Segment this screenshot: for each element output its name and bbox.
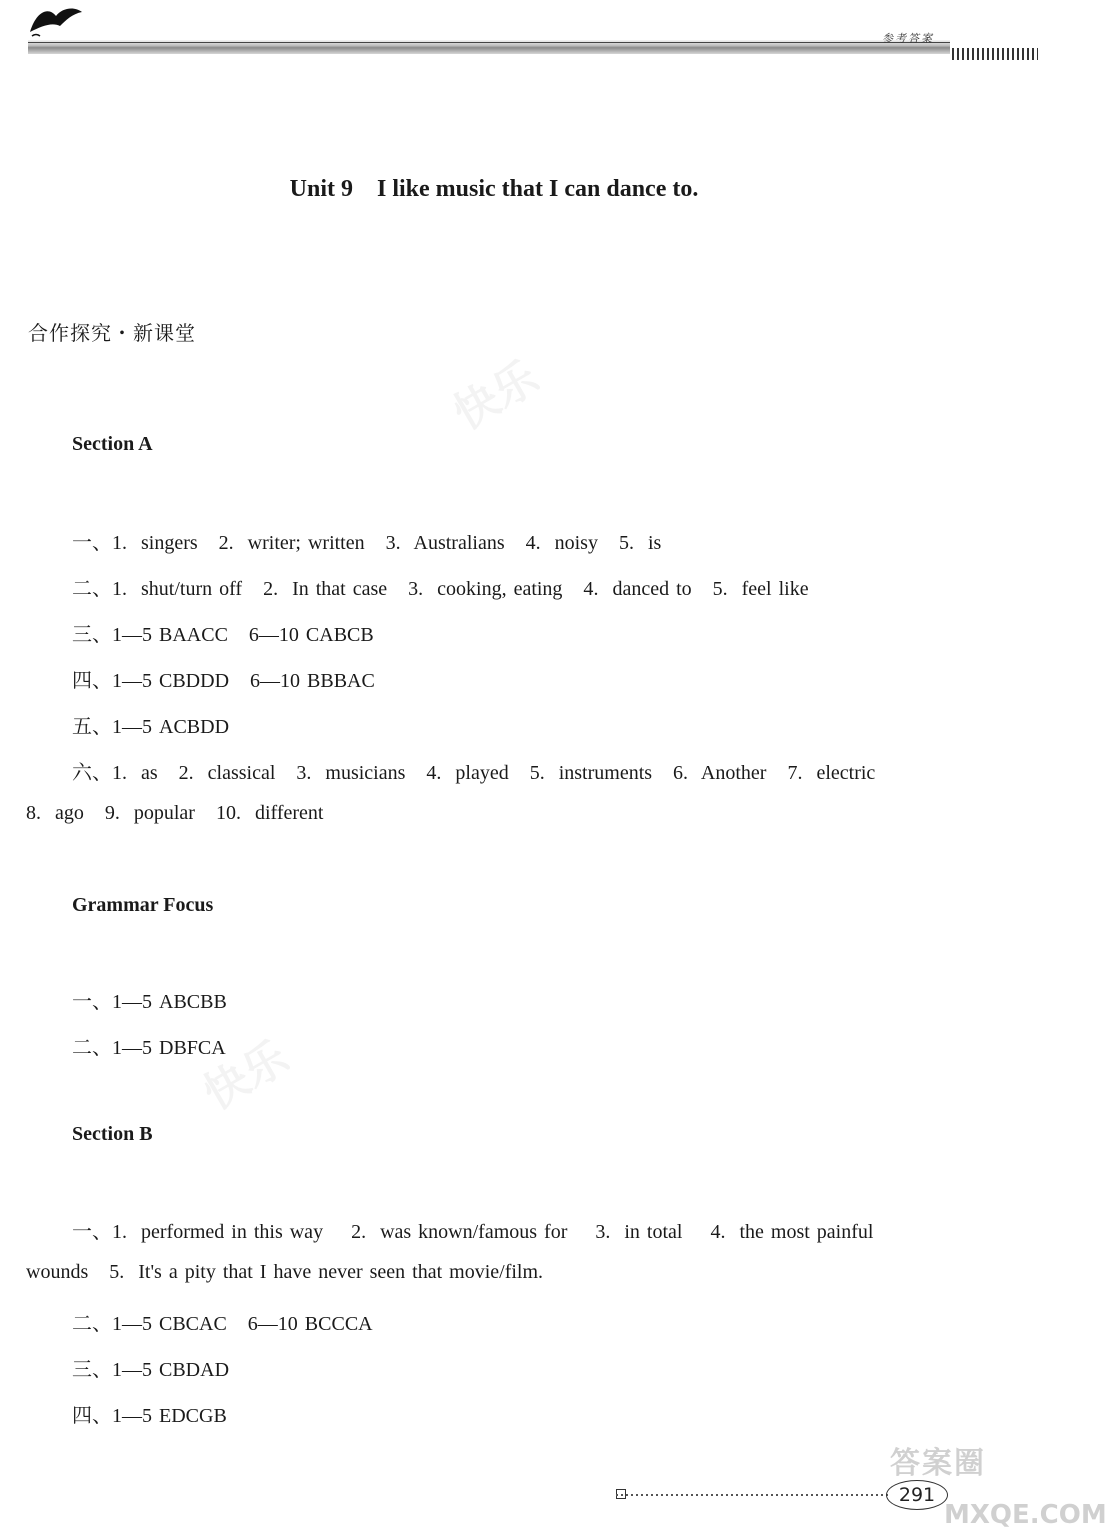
answer-line: 四、1—5 CBDDD 6—10 BBBAC <box>72 670 375 692</box>
answer-line: 一、1. performed in this way 2. was known/famous for 3. in total 4. the most painful <box>72 1221 874 1243</box>
answer-line-continued: 8. ago 9. popular 10. different <box>26 802 324 824</box>
answer-line: 二、1—5 DBFCA <box>72 1037 226 1059</box>
answer-line: 四、1—5 EDCGB <box>72 1405 227 1427</box>
answer-line: 三、1—5 BAACC 6—10 CABCB <box>72 624 374 646</box>
page-number: 291 <box>886 1480 948 1510</box>
answer-line-continued: wounds 5. It's a pity that I have never seen that movie/film. <box>26 1261 544 1283</box>
answer-line: 五、1—5 ACBDD <box>72 716 230 738</box>
unit-title: Unit 9 I like music that I can dance to. <box>289 176 699 202</box>
section-a-heading: Section A <box>72 433 153 455</box>
section-b-heading: Section B <box>72 1123 153 1145</box>
bird-logo-icon <box>26 2 86 42</box>
answer-line: 三、1—5 CBDAD <box>72 1359 230 1381</box>
answer-line: 六、1. as 2. classical 3. musicians 4. played 5. instruments 6. Another 7. electric <box>72 762 876 784</box>
header-label: 参考答案 <box>882 32 934 45</box>
answer-line: 二、1—5 CBCAC 6—10 BCCCA <box>72 1313 373 1335</box>
watermark: 快乐 <box>445 351 548 440</box>
answer-line: 一、1. singers 2. writer; written 3. Australians 4. noisy 5. is <box>72 532 662 554</box>
header-barcode <box>952 48 1038 60</box>
corner-watermark-site: MXQE.COM <box>944 1500 1107 1530</box>
answer-line: 一、1—5 ABCBB <box>72 991 227 1013</box>
part-title: 合作探究・新课堂 <box>28 321 196 345</box>
corner-watermark-logo: 答案圈 <box>890 1446 986 1481</box>
watermark: 快乐 <box>195 1031 298 1120</box>
grammar-focus-heading: Grammar Focus <box>72 894 214 916</box>
answer-line: 二、1. shut/turn off 2. In that case 3. cooking, eating 4. danced to 5. feel like <box>72 578 809 600</box>
footer-dotted-rule <box>616 1494 888 1496</box>
header-rule <box>28 42 950 43</box>
